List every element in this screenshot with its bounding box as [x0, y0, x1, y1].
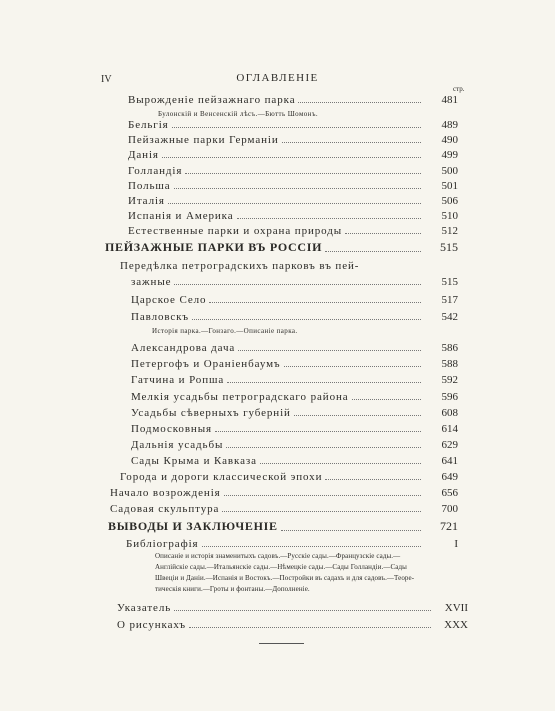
toc-section-title: ВЫВОДЫ И ЗАКЛЮЧЕНІЕ [108, 519, 281, 534]
toc-entry-title: Павловскъ [131, 311, 192, 323]
toc-entry-title: Подмосковныя [131, 423, 215, 435]
toc-entry[interactable] [128, 163, 458, 177]
closing-rule [259, 643, 304, 644]
toc-entry-page: 641 [421, 455, 458, 467]
toc-entry[interactable] [131, 292, 458, 306]
toc-entry-title: Мелкія усадьбы петроградскаго района [131, 391, 352, 403]
leader-dots [237, 218, 421, 219]
leader-dots [260, 463, 421, 464]
toc-entry-page: 649 [421, 471, 458, 483]
toc-entry[interactable] [131, 309, 458, 323]
toc-entry-title: Александрова дача [131, 342, 238, 354]
toc-entry-page: 700 [421, 503, 458, 515]
leader-dots [352, 399, 421, 400]
toc-entry[interactable] [128, 147, 458, 161]
toc-entry[interactable] [131, 356, 458, 370]
toc-entry[interactable] [120, 258, 458, 272]
toc-entry-page: 614 [421, 423, 458, 435]
toc-entry-page: I [421, 538, 458, 550]
toc-entry-page: 510 [421, 210, 458, 222]
leader-dots [202, 546, 421, 547]
toc-entry-title: Данія [128, 149, 162, 161]
toc-entry-title: Естественные парки и охрана природы [128, 225, 345, 237]
toc-entry[interactable] [117, 600, 468, 614]
leader-dots [325, 251, 421, 252]
toc-entry-page: 506 [421, 195, 458, 207]
leader-dots [168, 203, 421, 204]
toc-entry-page: XXX [431, 619, 468, 631]
toc-entry[interactable] [128, 132, 458, 146]
toc-entry-page: 500 [421, 165, 458, 177]
toc-entry-page: 499 [421, 149, 458, 161]
toc-entry[interactable] [128, 208, 458, 222]
leader-dots [162, 157, 421, 158]
toc-entry-page: 656 [421, 487, 458, 499]
toc-entry-title: Указатель [117, 602, 174, 614]
toc-entry[interactable] [128, 223, 458, 237]
leader-dots [298, 102, 421, 103]
leader-dots [185, 173, 421, 174]
leader-dots [284, 366, 421, 367]
toc-entry-title: Испанія и Америка [128, 210, 237, 222]
toc-entry[interactable] [128, 193, 458, 207]
toc-section[interactable] [105, 241, 458, 255]
toc-entry-title: Вырожденіе пейзажнаго парка [128, 94, 298, 106]
toc-entry[interactable] [131, 421, 458, 435]
bibliography-line: Англійскіе сады.—Итальянскіе сады.—Нѣмецкіе сады.—Сады Голландіи.—Сады [155, 563, 407, 571]
leader-dots [172, 127, 421, 128]
toc-entry[interactable] [128, 117, 458, 131]
toc-entry-title: Передѣлка петроградскихъ парковъ въ пей- [120, 260, 362, 272]
toc-entry-page: XVII [431, 602, 468, 614]
leader-dots [189, 627, 431, 628]
bibliography-line: тическія книги.—Гроты и фонтаны.—Дополненіе. [155, 585, 310, 593]
toc-entry[interactable] [110, 485, 458, 499]
toc-entry-page: 501 [421, 180, 458, 192]
toc-entry-title: Царское Село [131, 294, 209, 306]
toc-entry-page: 515 [421, 276, 458, 288]
bibliography-line: Описаніе и исторія знаменитыхъ садовъ.—Русскіе сады.—Французскіе сады.— [155, 552, 401, 560]
toc-entry[interactable] [126, 536, 458, 550]
toc-entry-subtopics: Булонскій и Венсенскій лѣсъ.—Бютть Шомонъ. [158, 110, 318, 118]
toc-entry-title: Библіографія [126, 538, 202, 550]
leader-dots [325, 479, 421, 480]
toc-entry-page: 489 [421, 119, 458, 131]
toc-entry-page: 596 [421, 391, 458, 403]
toc-entry-title: зажные [131, 276, 174, 288]
leader-dots [192, 319, 421, 320]
page-number: IV [101, 74, 112, 85]
leader-dots [174, 188, 421, 189]
leader-dots [281, 530, 421, 531]
toc-entry-title: Италія [128, 195, 168, 207]
toc-entry-title: Польша [128, 180, 174, 192]
toc-entry-title: Бельгія [128, 119, 172, 131]
toc-entry-page: 542 [421, 311, 458, 323]
toc-entry[interactable] [131, 437, 458, 451]
leader-dots [209, 302, 421, 303]
toc-entry-page: 481 [421, 94, 458, 106]
toc-entry-page: 512 [421, 225, 458, 237]
leader-dots [174, 284, 421, 285]
toc-entry-title: Петергофъ и Ораніенбаумъ [131, 358, 284, 370]
toc-entry-title: Города и дороги классической эпохи [120, 471, 325, 483]
toc-entry-title: Садовая скульптура [110, 503, 222, 515]
toc-entry[interactable] [131, 389, 458, 403]
toc-entry-title: О рисункахъ [117, 619, 189, 631]
toc-entry[interactable] [131, 274, 458, 288]
toc-entry[interactable] [110, 501, 458, 515]
bibliography-line: Швеціи и Даніи.—Испанія и Востокъ.—Постройки въ садахъ и для садовъ.—Теоре- [155, 574, 415, 582]
leader-dots [174, 610, 431, 611]
toc-section-page: 721 [421, 519, 458, 534]
toc-entry[interactable] [117, 617, 468, 631]
toc-entry[interactable] [128, 178, 458, 192]
toc-entry-title: Дальнія усадьбы [131, 439, 226, 451]
toc-section-page: 515 [421, 240, 458, 255]
toc-entry-title: Начало возрожденія [110, 487, 224, 499]
page-title: ОГЛАВЛЕНІЕ [236, 72, 319, 84]
toc-entry-title: Гатчина и Ропша [131, 374, 227, 386]
leader-dots [222, 511, 421, 512]
toc-entry-page: 586 [421, 342, 458, 354]
toc-entry[interactable] [120, 469, 458, 483]
page-column-label: стр. [453, 85, 465, 93]
toc-entry[interactable] [131, 453, 458, 467]
toc-entry-title: Усадьбы сѣверныхъ губерній [131, 407, 294, 419]
toc-entry[interactable] [128, 92, 458, 106]
toc-entry-title: Пейзажные парки Германіи [128, 134, 282, 146]
toc-section-title: ПЕЙЗАЖНЫЕ ПАРКИ ВЪ РОССІИ [105, 240, 325, 255]
toc-entry[interactable] [131, 340, 458, 354]
toc-entry-page: 629 [421, 439, 458, 451]
toc-entry-title: Голландія [128, 165, 185, 177]
toc-entry-page: 517 [421, 294, 458, 306]
toc-entry-page: 592 [421, 374, 458, 386]
toc-entry-subtopics: Исторія парка.—Гонзаго.—Описаніе парка. [152, 327, 298, 335]
leader-dots [345, 233, 421, 234]
leader-dots [224, 495, 421, 496]
leader-dots [215, 431, 421, 432]
bibliography-contents [155, 551, 455, 595]
leader-dots [238, 350, 421, 351]
toc-entry[interactable] [131, 372, 458, 386]
toc-section[interactable] [108, 520, 458, 534]
toc-entry-page: 608 [421, 407, 458, 419]
leader-dots [227, 382, 421, 383]
toc-entry-title: Сады Крыма и Кавказа [131, 455, 260, 467]
leader-dots [294, 415, 421, 416]
leader-dots [226, 447, 421, 448]
leader-dots [282, 142, 421, 143]
toc-entry[interactable] [131, 405, 458, 419]
toc-entry-page: 490 [421, 134, 458, 146]
toc-entry-page: 588 [421, 358, 458, 370]
